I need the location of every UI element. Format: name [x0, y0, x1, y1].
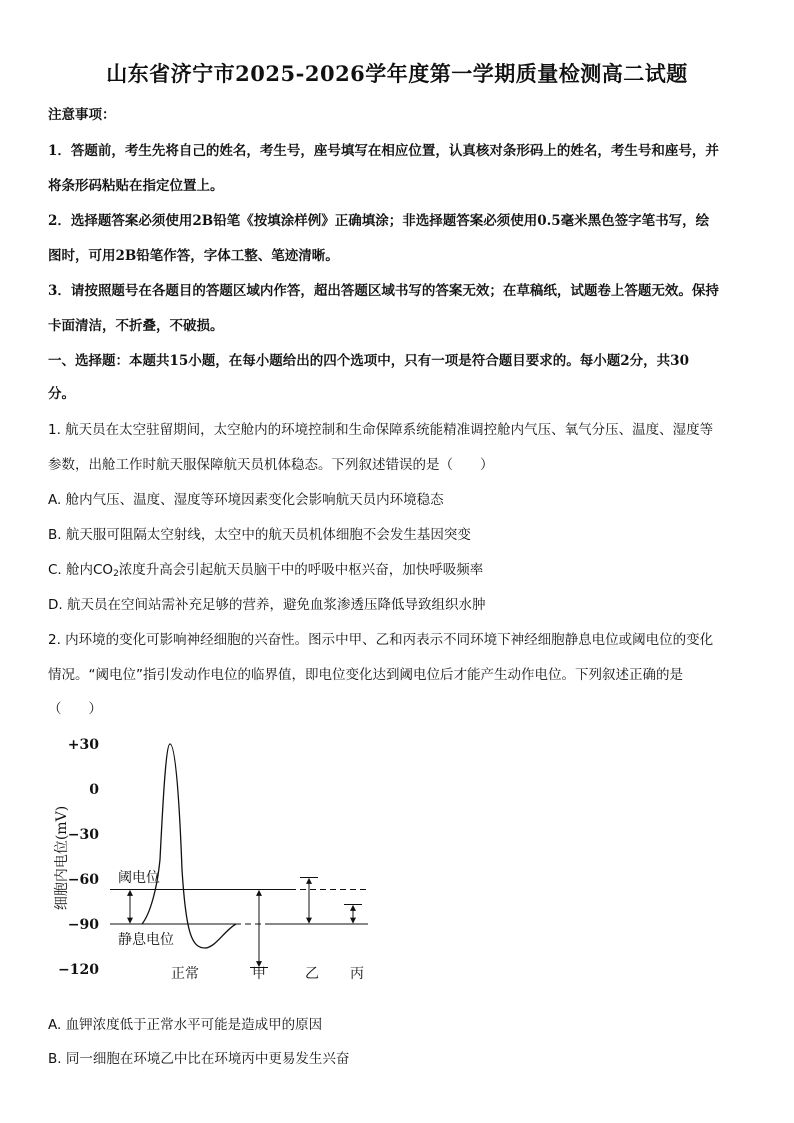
question-1-option-d: D. 航天员在空间站需补充足够的营养，避免血浆渗透压降低导致组织水肿 [48, 597, 486, 613]
y-axis-label: 细胞内电位(mV) [54, 805, 70, 911]
threshold-label: 阈电位 [118, 870, 160, 886]
notice-item-2-line-2: 图时，可用2B铅笔作答，字体工整、笔迹清晰。 [48, 248, 339, 264]
question-1-stem-line-2: 参数，出舱工作时航天服保障航天员机体稳态。下列叙述错误的是（ ） [48, 457, 494, 473]
notice-item-2-line-1: 2．选择题答案必须使用2B铅笔《按填涂样例》正确填涂；非选择题答案必须使用0.5毫米黑色签字笔书写，绘 [48, 213, 710, 229]
question-2-stem-line-3: （ ） [48, 701, 102, 717]
notice-heading: 注意事项： [48, 107, 116, 123]
question-2-option-b: B. 同一细胞在环境乙中比在环境丙中更易发生兴奋 [48, 1051, 350, 1067]
question-1-option-c [48, 558, 752, 579]
category-label: 乙 [305, 966, 319, 982]
option-c-suffix: 浓度升高会引起航天员脑干中的呼吸中枢兴奋，加快呼吸频率 [118, 562, 484, 578]
y-tick-label: −60 [67, 872, 99, 888]
question-1-option-a: A. 舱内气压、温度、湿度等环境因素变化会影响航天员内环境稳态 [48, 492, 444, 508]
notice-item-1-line-2: 将条形码粘贴在指定位置上。 [48, 178, 224, 194]
section-heading-line-2: 分。 [48, 386, 75, 402]
page-title: 山东省济宁市2025-2026学年度第一学期质量检测高二试题 [106, 61, 688, 86]
notice-item-1-line-1: 1．答题前，考生先将自己的姓名，考生号，座号填写在相应位置，认真核对条形码上的姓名，考生号和座号，并 [48, 143, 719, 159]
y-tick-label: −30 [67, 827, 99, 843]
y-tick-label: +30 [67, 737, 99, 753]
category-label: 丙 [350, 966, 364, 982]
question-1-stem-line-1: 1. 航天员在太空驻留期间，太空舱内的环境控制和生命保障系统能精准调控舱内气压、氧气分压、温度、湿度等 [48, 422, 714, 438]
question-1-option-b: B. 航天服可阻隔太空射线，太空中的航天员机体细胞不会发生基因突变 [48, 527, 471, 543]
category-label: 正常 [171, 966, 199, 982]
resting-label: 静息电位 [118, 932, 174, 948]
category-label: 甲 [252, 966, 266, 982]
membrane-potential-chart [40, 725, 390, 990]
normal-action-potential-curve [142, 744, 236, 948]
question-2-stem-line-2: 情况。“阈电位”指引发动作电位的临界值，即电位变化达到阈电位后才能产生动作电位。下列叙述正确的是 [48, 667, 683, 683]
y-tick-label: −90 [67, 917, 99, 933]
y-tick-label: 0 [89, 782, 99, 798]
option-c-subscript: 2 [113, 569, 119, 579]
section-heading-line-1: 一、选择题：本题共15小题，在每小题给出的四个选项中，只有一项是符合题目要求的。每小题2分，共30 [48, 353, 689, 369]
notice-item-3-line-2: 卡面清洁，不折叠，不破损。 [48, 318, 224, 334]
question-2-stem-line-1: 2. 内环境的变化可影响神经细胞的兴奋性。图示中甲、乙和丙表示不同环境下神经细胞静息电位或阈电位的变化 [48, 632, 714, 648]
notice-item-3-line-1: 3．请按照题号在各题目的答题区域内作答，超出答题区域书写的答案无效；在草稿纸，试题卷上答题无效。保持 [48, 283, 719, 299]
question-2-option-a: A. 血钾浓度低于正常水平可能是造成甲的原因 [48, 1017, 323, 1033]
y-tick-label: −120 [58, 962, 99, 978]
option-c-prefix: C. 舱内CO [48, 562, 114, 578]
